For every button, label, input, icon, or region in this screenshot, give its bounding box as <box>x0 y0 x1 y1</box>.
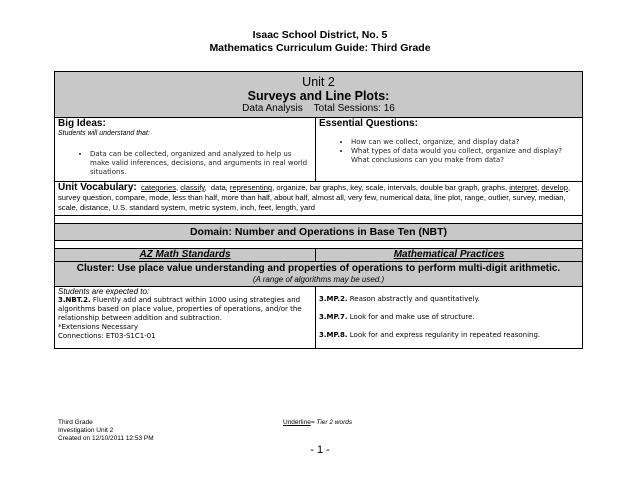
footer-left <box>58 419 154 443</box>
vocab-text: , <box>537 183 542 192</box>
practices-header: Mathematical Practices <box>316 249 583 262</box>
vocab-text: , data, <box>204 183 230 192</box>
practice-text: Look for and express regularity in repeated reasoning. <box>347 331 541 339</box>
big-ideas-intro: Students will understand that: <box>58 130 150 137</box>
essential-question-item: • How can we collect, organize, and display data? <box>351 138 579 147</box>
practice-text: Look for and make use of structure. <box>347 313 475 321</box>
underline-word: Underline <box>283 419 311 426</box>
standard-code: 3.NBT.2. <box>58 296 91 304</box>
standards-row <box>55 287 583 349</box>
expected-label: Students are expected to: <box>58 287 150 296</box>
vocabulary-row <box>55 182 583 216</box>
connections-note: Connections: ET03-S1C1-01 <box>58 332 156 340</box>
cluster-title: Cluster: Use place value understanding and properties of operations to perform multi-digit arithmetic. <box>76 263 561 274</box>
practice-code: 3.MP.8. <box>319 331 348 339</box>
footer-legend <box>283 419 352 427</box>
spacer-row <box>55 216 583 224</box>
ideas-row <box>55 118 583 182</box>
big-ideas-label: Big Ideas: <box>58 118 106 129</box>
standard-text <box>58 296 312 323</box>
vocab-term: categories <box>140 183 176 192</box>
standard-description: Fluently add and subtract within 1000 using strategies and algorithms based on place value, properties of operations, and/or the relationship between addition and subtraction. <box>58 296 302 322</box>
vocab-term: interpret <box>509 183 538 192</box>
practices-cell <box>316 287 583 349</box>
vocab-term: classify <box>180 183 205 192</box>
district-title: Isaac School District, No. 5 <box>252 29 388 41</box>
big-idea-item: • Data can be collected, organized and analyzed to help us make valid inferences, decisions, and arguments in real world situations. <box>90 150 312 177</box>
vocab-text: , survey question, compare, mode, less than half, more than half, about half, almost all, very few, numerical data, line plot, range, outlier, survey, median, scale, distance, U.S. standard system, metric system, inch, feet, length, yard <box>58 183 571 212</box>
cluster-row <box>55 262 583 287</box>
curriculum-table <box>54 71 583 349</box>
practice-text: Reason abstractly and quantitatively. <box>347 295 480 303</box>
az-standards-header: AZ Math Standards <box>55 249 316 262</box>
footer-investigation: Investigation Unit 2 <box>58 427 114 434</box>
essential-questions-cell <box>316 118 583 182</box>
page-number: - 1 - <box>310 444 330 456</box>
footer-created: Created on 12/10/2011 12:53 PM <box>58 435 154 442</box>
spacer-row <box>55 241 583 249</box>
domain-row <box>55 224 583 241</box>
essential-question-item: • What types of data would you collect, organize and display? What conclusions can you make from data? <box>351 147 579 165</box>
tier-note: = Tier 2 words <box>310 419 353 426</box>
domain-title: Domain: Number and Operations in Base Ten (NBT) <box>55 224 583 241</box>
essential-questions-label: Essential Questions: <box>319 118 418 129</box>
unit-number: Unit 2 <box>302 75 335 89</box>
vocab-term: develop <box>541 183 568 192</box>
big-ideas-cell <box>55 118 316 182</box>
guide-title: Mathematics Curriculum Guide: Third Grade <box>209 42 431 54</box>
unit-header-row <box>55 72 583 118</box>
practice-code: 3.MP.7. <box>319 313 348 321</box>
extensions-note: *Extensions Necessary <box>58 323 139 331</box>
unit-title: Surveys and Line Plots: <box>247 89 390 103</box>
practice-item <box>319 313 579 322</box>
vocab-text: , <box>176 183 181 192</box>
practice-code: 3.MP.2. <box>319 295 348 303</box>
vocabulary-label: Unit Vocabulary: <box>58 182 137 193</box>
vocabulary-cell <box>55 182 583 216</box>
standards-cell <box>55 287 316 349</box>
column-header-row <box>55 249 583 262</box>
practice-item <box>319 331 579 340</box>
cluster-note: (A range of algorithms may be used.) <box>252 275 385 284</box>
vocab-text: , organize, bar graphs, key, scale, intervals, double bar graph, graphs, <box>272 183 510 192</box>
practice-item <box>319 295 579 304</box>
vocab-term: representing <box>229 183 273 192</box>
footer-grade: Third Grade <box>58 419 93 426</box>
unit-meta: Data Analysis Total Sessions: 16 <box>242 103 395 114</box>
